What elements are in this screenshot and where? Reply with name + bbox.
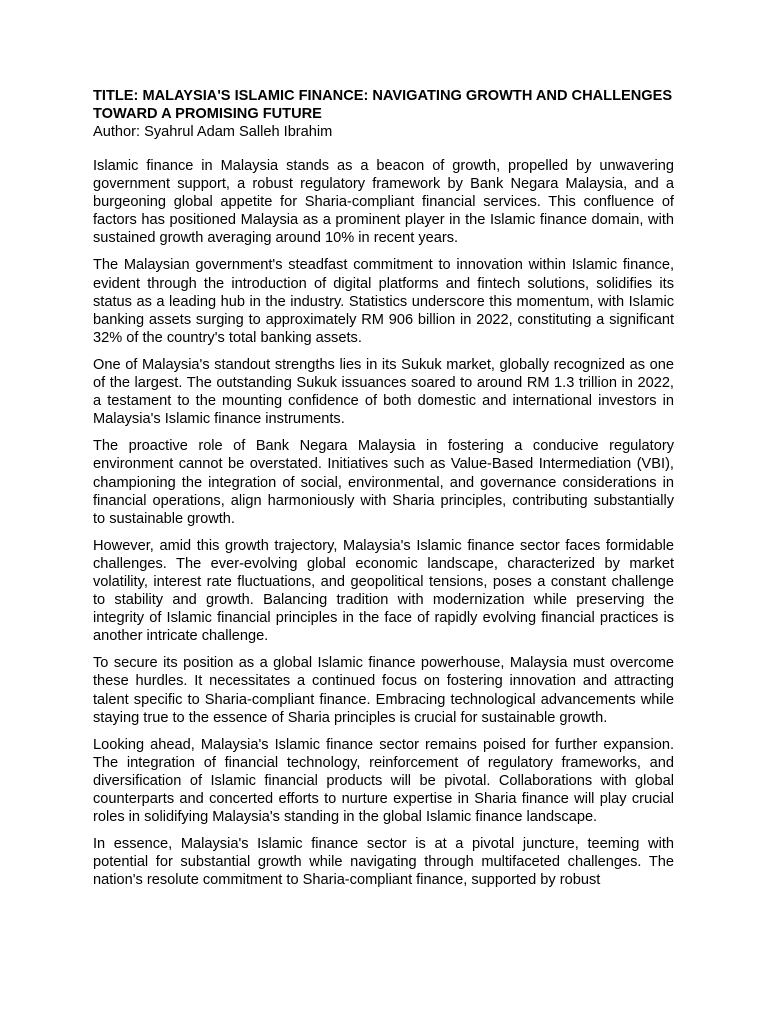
paragraph: However, amid this growth trajectory, Malaysia's Islamic finance sector faces formidable challenges. The ever-evolving global economic landscape, characterized by market volatility, interest rate fluctuations, and geopolitical tensions, poses a constant challenge to stability and growth. Balancing tradition with modernization while preserving the integrity of Islamic financial principles in the face of rapidly evolving financial practices is another intricate challenge. bbox=[93, 537, 674, 645]
paragraph: Looking ahead, Malaysia's Islamic finance sector remains poised for further expansion. The integration of financial technology, reinforcement of regulatory frameworks, and diversification of Islamic financial products will be pivotal. Collaborations with global counterparts and concerted efforts to nurture expertise in Sharia finance will play crucial roles in solidifying Malaysia's standing in the global Islamic finance landscape. bbox=[93, 736, 674, 826]
paragraph: The Malaysian government's steadfast commitment to innovation within Islamic finance, evident through the introduction of digital platforms and fintech solutions, solidifies its status as a leading hub in the industry. Statistics underscore this momentum, with Islamic banking assets surging to approximately RM 906 billion in 2022, constituting a significant 32% of the country's total banking assets. bbox=[93, 257, 674, 346]
document-page bbox=[93, 87, 674, 898]
document-title: TITLE: MALAYSIA'S ISLAMIC FINANCE: NAVIGATING GROWTH AND CHALLENGES TOWARD A PROMISING FUTURE bbox=[93, 88, 673, 122]
paragraph: In essence, Malaysia's Islamic finance sector is at a pivotal juncture, teeming with potential for substantial growth while navigating through multifaceted challenges. The nation's resolute commitment to Sharia-compliant finance, supported by robust bbox=[93, 836, 674, 889]
paragraph: The proactive role of Bank Negara Malaysia in fostering a conducive regulatory environment cannot be overstated. Initiatives such as Value-Based Intermediation (VBI), championing the integration of social, environmental, and governance considerations in financial operations, align harmoniously with Sharia principles, contributing substantially to sustainable growth. bbox=[93, 438, 674, 527]
document-author: Author: Syahrul Adam Salleh Ibrahim bbox=[93, 124, 333, 140]
paragraph: Islamic finance in Malaysia stands as a beacon of growth, propelled by unwavering government support, a robust regulatory framework by Bank Negara Malaysia, and a burgeoning global appetite for Sharia-compliant financial services. This confluence of factors has positioned Malaysia as a prominent player in the Islamic finance domain, with sustained growth averaging around 10% in recent years. bbox=[93, 158, 674, 247]
paragraph: One of Malaysia's standout strengths lies in its Sukuk market, globally recognized as one of the largest. The outstanding Sukuk issuances soared to around RM 1.3 trillion in 2022, a testament to the mounting confidence of both domestic and international investors in Malaysia's Islamic finance instruments. bbox=[93, 356, 674, 428]
paragraph: To secure its position as a global Islamic finance powerhouse, Malaysia must overcome these hurdles. It necessitates a continued focus on fostering innovation and attracting talent specific to Sharia-compliant finance. Embracing technological advancements while staying true to the essence of Sharia principles is crucial for sustainable growth. bbox=[93, 655, 674, 726]
